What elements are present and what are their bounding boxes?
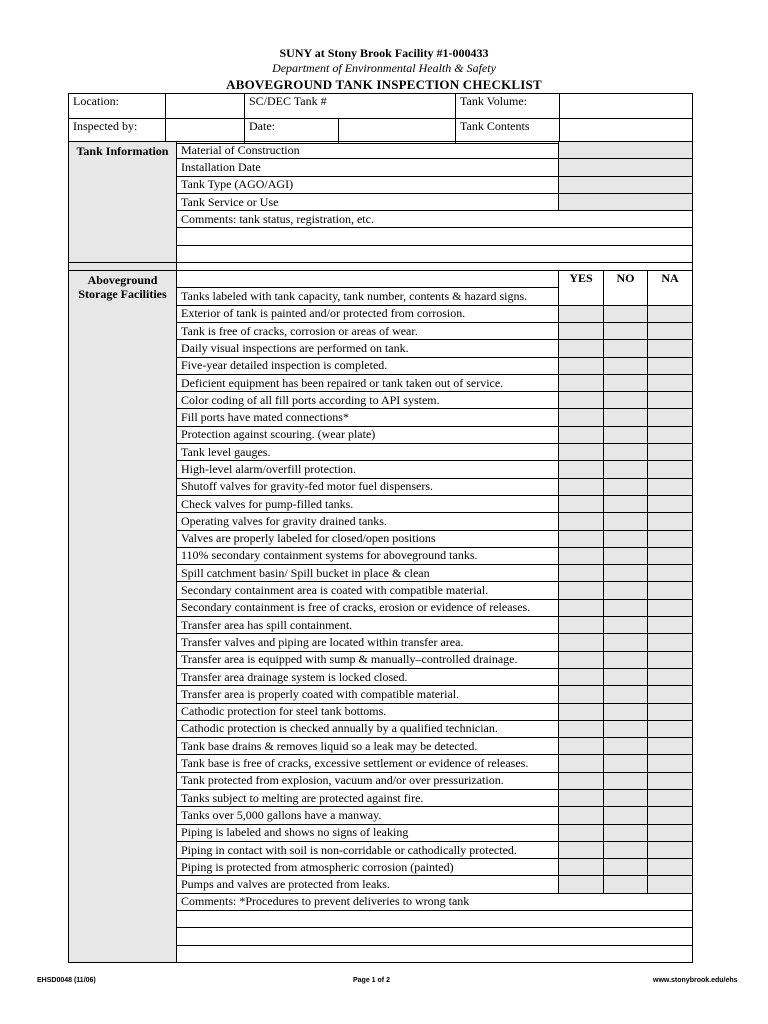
- checklist-item-label: Piping is labeled and shows no signs of leaking: [177, 824, 559, 841]
- form-id: EHSD0048 (11/06): [37, 977, 96, 984]
- checklist-item-label: Tanks subject to melting are protected against fire.: [177, 789, 559, 806]
- na-checkbox[interactable]: [648, 340, 693, 357]
- yes-checkbox[interactable]: [559, 478, 604, 495]
- checklist-item-label: Piping in contact with soil is non-corridable or cathodically protected.: [177, 841, 559, 858]
- tank-info-label: Installation Date: [177, 159, 559, 176]
- no-checkbox[interactable]: [604, 513, 648, 530]
- yes-checkbox[interactable]: [559, 426, 604, 443]
- date-label: Date:: [245, 119, 339, 144]
- checklist-item-label: Secondary containment area is coated with compatible material.: [177, 582, 559, 599]
- no-checkbox[interactable]: [604, 772, 648, 789]
- yes-checkbox[interactable]: [559, 617, 604, 634]
- facility-title: SUNY at Stony Brook Facility #1-000433: [279, 46, 489, 60]
- column-spacer: [177, 271, 559, 288]
- na-checkbox[interactable]: [648, 841, 693, 858]
- na-checkbox[interactable]: [648, 807, 693, 824]
- na-checkbox[interactable]: [648, 530, 693, 547]
- section-gap-cell: [69, 263, 177, 271]
- no-column-header: NO: [604, 271, 648, 306]
- yes-checkbox[interactable]: [559, 409, 604, 426]
- checklist-item-label: High-level alarm/overfill protection.: [177, 461, 559, 478]
- scdec-tank-label: SC/DEC Tank #: [249, 94, 327, 108]
- na-checkbox[interactable]: [648, 409, 693, 426]
- na-checkbox[interactable]: [648, 322, 693, 339]
- yes-checkbox[interactable]: [559, 634, 604, 651]
- checklist-item-label: Piping is protected from atmospheric corrosion (painted): [177, 859, 559, 876]
- tank-contents-label: Tank Contents: [456, 119, 560, 144]
- checklist-item-label: Transfer area is properly coated with compatible material.: [177, 686, 559, 703]
- yes-checkbox[interactable]: [559, 807, 604, 824]
- na-checkbox[interactable]: [648, 789, 693, 806]
- yes-checkbox[interactable]: [559, 755, 604, 772]
- na-checkbox[interactable]: [648, 617, 693, 634]
- no-checkbox[interactable]: [604, 478, 648, 495]
- na-checkbox[interactable]: [648, 703, 693, 720]
- na-checkbox[interactable]: [648, 461, 693, 478]
- checklist-table: [68, 141, 693, 963]
- checklist-item-label: Valves are properly labeled for closed/open positions: [177, 530, 559, 547]
- website-url: www.stonybrook.edu/ehs: [653, 977, 738, 984]
- no-checkbox[interactable]: [604, 322, 648, 339]
- section-gap-cell: [177, 263, 693, 271]
- na-checkbox[interactable]: [648, 513, 693, 530]
- na-checkbox[interactable]: [648, 876, 693, 893]
- checklist-item-label: Transfer valves and piping are located within transfer area.: [177, 634, 559, 651]
- location-field[interactable]: [166, 94, 245, 119]
- yes-checkbox[interactable]: [559, 859, 604, 876]
- page-title: ABOVEGROUND TANK INSPECTION CHECKLIST: [226, 77, 542, 92]
- aboveground-storage-section: [69, 271, 693, 963]
- no-checkbox[interactable]: [604, 807, 648, 824]
- na-checkbox[interactable]: [648, 565, 693, 582]
- yes-checkbox[interactable]: [559, 668, 604, 685]
- yes-column-header: YES: [559, 271, 604, 306]
- na-checkbox[interactable]: [648, 444, 693, 461]
- no-checkbox[interactable]: [604, 686, 648, 703]
- na-checkbox[interactable]: [648, 582, 693, 599]
- checklist-item-label: 110% secondary containment systems for aboveground tanks.: [177, 547, 559, 564]
- no-checkbox[interactable]: [604, 668, 648, 685]
- na-checkbox[interactable]: [648, 357, 693, 374]
- tank-information-heading: Tank Information: [69, 142, 177, 263]
- location-label: Location:: [69, 94, 166, 119]
- no-checkbox[interactable]: [604, 340, 648, 357]
- no-checkbox[interactable]: [604, 357, 648, 374]
- checklist-item-label: Shutoff valves for gravity-fed motor fuel dispensers.: [177, 478, 559, 495]
- na-checkbox[interactable]: [648, 547, 693, 564]
- section-gap: [69, 263, 693, 271]
- tank-info-comments-line[interactable]: [177, 228, 693, 245]
- yes-checkbox[interactable]: [559, 374, 604, 391]
- no-checkbox[interactable]: [604, 409, 648, 426]
- na-checkbox[interactable]: [648, 859, 693, 876]
- yes-checkbox[interactable]: [559, 720, 604, 737]
- checklist-item-label: Tank base drains & removes liquid so a leak may be detected.: [177, 738, 559, 755]
- checklist-item-label: Exterior of tank is painted and/or protected from corrosion.: [177, 305, 559, 322]
- no-checkbox[interactable]: [604, 876, 648, 893]
- checklist-item-label: Transfer area drainage system is locked closed.: [177, 668, 559, 685]
- tank-info-label: Tank Type (AGO/AGI): [177, 176, 559, 193]
- no-checkbox[interactable]: [604, 738, 648, 755]
- checklist-item-label: Five-year detailed inspection is completed.: [177, 357, 559, 374]
- no-checkbox[interactable]: [604, 703, 648, 720]
- yes-checkbox[interactable]: [559, 305, 604, 322]
- yes-checkbox[interactable]: [559, 772, 604, 789]
- yes-checkbox[interactable]: [559, 651, 604, 668]
- checklist-item-label: Fill ports have mated connections*: [177, 409, 559, 426]
- no-checkbox[interactable]: [604, 755, 648, 772]
- tank-info-label: Tank Service or Use: [177, 193, 559, 210]
- na-checkbox[interactable]: [648, 634, 693, 651]
- facilities-comments-line[interactable]: [177, 928, 693, 945]
- yes-checkbox[interactable]: [559, 703, 604, 720]
- checklist-item-label: Protection against scouring. (wear plate): [177, 426, 559, 443]
- no-checkbox[interactable]: [604, 547, 648, 564]
- yes-checkbox[interactable]: [559, 738, 604, 755]
- checklist-item-label: Tank base is free of cracks, excessive settlement or evidence of releases.: [177, 755, 559, 772]
- yes-checkbox[interactable]: [559, 789, 604, 806]
- yes-checkbox[interactable]: [559, 322, 604, 339]
- no-checkbox[interactable]: [604, 824, 648, 841]
- checklist-item-label: Daily visual inspections are performed on tank.: [177, 340, 559, 357]
- no-checkbox[interactable]: [604, 392, 648, 409]
- yes-checkbox[interactable]: [559, 495, 604, 512]
- tank-contents-field[interactable]: [560, 119, 693, 144]
- yes-checkbox[interactable]: [559, 340, 604, 357]
- checklist-item-label: Operating valves for gravity drained tanks.: [177, 513, 559, 530]
- yes-checkbox[interactable]: [559, 461, 604, 478]
- inspected-by-label: Inspected by:: [69, 119, 166, 144]
- no-checkbox[interactable]: [604, 305, 648, 322]
- no-checkbox[interactable]: [604, 789, 648, 806]
- yes-checkbox[interactable]: [559, 530, 604, 547]
- no-checkbox[interactable]: [604, 530, 648, 547]
- no-checkbox[interactable]: [604, 651, 648, 668]
- tank-info-comments-line[interactable]: [177, 245, 693, 262]
- no-checkbox[interactable]: [604, 720, 648, 737]
- scdec-tank-field[interactable]: [245, 94, 456, 119]
- no-checkbox[interactable]: [604, 444, 648, 461]
- na-checkbox[interactable]: [648, 374, 693, 391]
- tank-info-label: Material of Construction: [177, 142, 559, 159]
- checklist-item-label: Color coding of all fill ports according to API system.: [177, 392, 559, 409]
- no-checkbox[interactable]: [604, 582, 648, 599]
- facilities-comments-label: Comments: *Procedures to prevent deliveries to wrong tank: [177, 893, 693, 910]
- inspection-header-table: [68, 93, 693, 144]
- date-field[interactable]: [339, 119, 456, 144]
- na-checkbox[interactable]: [648, 668, 693, 685]
- checklist-item-label: Tank protected from explosion, vacuum and/or over pressurization.: [177, 772, 559, 789]
- na-checkbox[interactable]: [648, 495, 693, 512]
- checklist-item-label: Tank is free of cracks, corrosion or areas of wear.: [177, 322, 559, 339]
- no-checkbox[interactable]: [604, 617, 648, 634]
- yes-checkbox[interactable]: [559, 582, 604, 599]
- checklist-item-label: Transfer area has spill containment.: [177, 617, 559, 634]
- checklist-item-label: Secondary containment is free of cracks, erosion or evidence of releases.: [177, 599, 559, 616]
- tank-volume-label: Tank Volume:: [456, 94, 560, 119]
- na-checkbox[interactable]: [648, 755, 693, 772]
- tank-info-value-field[interactable]: [559, 159, 693, 176]
- na-checkbox[interactable]: [648, 824, 693, 841]
- yes-checkbox[interactable]: [559, 513, 604, 530]
- yes-checkbox[interactable]: [559, 841, 604, 858]
- yes-checkbox[interactable]: [559, 547, 604, 564]
- checklist-item-label: Check valves for pump-filled tanks.: [177, 495, 559, 512]
- yes-checkbox[interactable]: [559, 599, 604, 616]
- no-checkbox[interactable]: [604, 565, 648, 582]
- no-checkbox[interactable]: [604, 599, 648, 616]
- na-checkbox[interactable]: [648, 720, 693, 737]
- yes-checkbox[interactable]: [559, 876, 604, 893]
- tank-info-value-field[interactable]: [559, 193, 693, 210]
- na-checkbox[interactable]: [648, 599, 693, 616]
- na-checkbox[interactable]: [648, 651, 693, 668]
- checklist-item-label: Deficient equipment has been repaired or tank taken out of service.: [177, 374, 559, 391]
- yes-checkbox[interactable]: [559, 357, 604, 374]
- no-checkbox[interactable]: [604, 841, 648, 858]
- na-checkbox[interactable]: [648, 686, 693, 703]
- checklist-item-label: Cathodic protection for steel tank bottoms.: [177, 703, 559, 720]
- facilities-comments-line[interactable]: [177, 945, 693, 962]
- checklist-item-label: Tank level gauges.: [177, 444, 559, 461]
- checklist-item-label: Tanks labeled with tank capacity, tank number, contents & hazard signs.: [177, 288, 559, 305]
- checklist-item-label: Transfer area is equipped with sump & manually–controlled drainage.: [177, 651, 559, 668]
- checklist-item-label: Pumps and valves are protected from leaks.: [177, 876, 559, 893]
- tank-information-section: [69, 142, 693, 271]
- checklist-item-label: Cathodic protection is checked annually by a qualified technician.: [177, 720, 559, 737]
- no-checkbox[interactable]: [604, 634, 648, 651]
- na-checkbox[interactable]: [648, 392, 693, 409]
- na-checkbox[interactable]: [648, 772, 693, 789]
- table-row: [69, 271, 693, 288]
- no-checkbox[interactable]: [604, 374, 648, 391]
- yes-checkbox[interactable]: [559, 565, 604, 582]
- checklist-item-label: Spill catchment basin/ Spill bucket in place & clean: [177, 565, 559, 582]
- tank-info-comments-label: Comments: tank status, registration, etc.: [177, 211, 693, 228]
- table-row: [69, 142, 693, 159]
- no-checkbox[interactable]: [604, 495, 648, 512]
- yes-checkbox[interactable]: [559, 444, 604, 461]
- na-checkbox[interactable]: [648, 478, 693, 495]
- tank-info-value-field[interactable]: [559, 176, 693, 193]
- yes-checkbox[interactable]: [559, 824, 604, 841]
- no-checkbox[interactable]: [604, 426, 648, 443]
- aboveground-storage-heading: Aboveground Storage Facilities: [69, 271, 177, 963]
- tank-info-value-field[interactable]: [559, 142, 693, 159]
- na-checkbox[interactable]: [648, 426, 693, 443]
- yes-checkbox[interactable]: [559, 392, 604, 409]
- na-checkbox[interactable]: [648, 738, 693, 755]
- inspected-by-field[interactable]: [166, 119, 245, 144]
- na-checkbox[interactable]: [648, 305, 693, 322]
- page-number: Page 1 of 2: [353, 977, 390, 984]
- no-checkbox[interactable]: [604, 859, 648, 876]
- na-column-header: NA: [648, 271, 693, 306]
- checklist-item-label: Tanks over 5,000 gallons have a manway.: [177, 807, 559, 824]
- tank-volume-field[interactable]: [560, 94, 693, 119]
- no-checkbox[interactable]: [604, 461, 648, 478]
- yes-checkbox[interactable]: [559, 686, 604, 703]
- department-name: Department of Environmental Health & Safety: [272, 61, 496, 75]
- facilities-comments-line[interactable]: [177, 911, 693, 928]
